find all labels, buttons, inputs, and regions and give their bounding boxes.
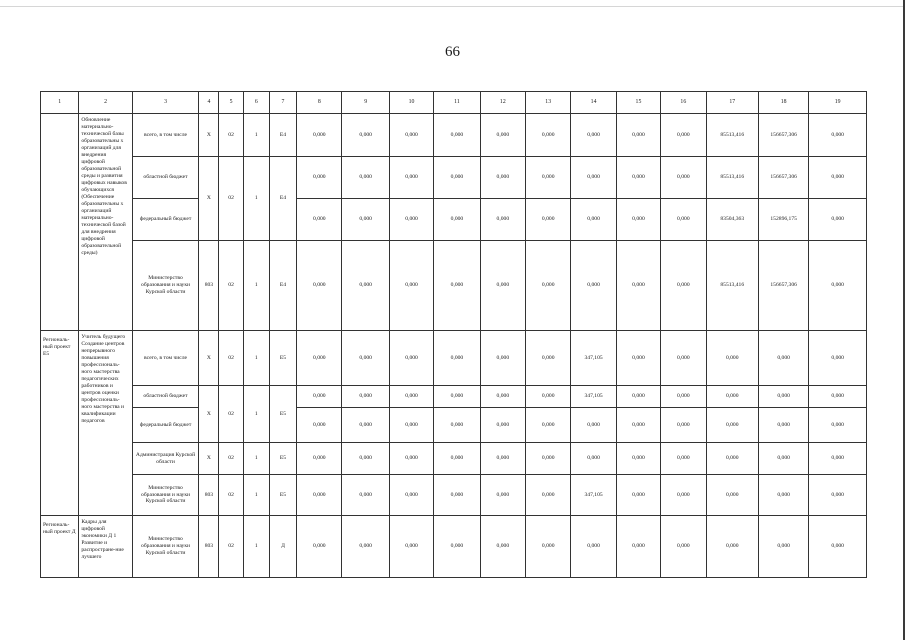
amount-cell: 0,000 bbox=[480, 475, 525, 516]
amount-cell: 0,000 bbox=[297, 516, 342, 578]
amount-cell: 0,000 bbox=[809, 331, 867, 386]
page-top-edge bbox=[0, 6, 905, 7]
table-row bbox=[41, 157, 867, 199]
table-row bbox=[41, 475, 867, 516]
code-cell: 02 bbox=[219, 443, 243, 475]
amount-cell: 0,000 bbox=[480, 408, 525, 443]
amount-cell: 0,000 bbox=[434, 443, 480, 475]
funding-source-cell: областной бюджет bbox=[132, 386, 199, 408]
amount-cell: 0,000 bbox=[297, 475, 342, 516]
amount-cell: 156657,306 bbox=[758, 157, 808, 199]
amount-cell: 0,000 bbox=[389, 199, 433, 241]
amount-cell: 0,000 bbox=[616, 408, 660, 443]
code-cell: Е4 bbox=[269, 114, 296, 157]
amount-cell: 0,000 bbox=[571, 199, 616, 241]
amount-cell: 0,000 bbox=[297, 199, 342, 241]
amount-cell: 0,000 bbox=[706, 331, 758, 386]
amount-cell: 0,000 bbox=[342, 475, 389, 516]
code-cell: Е5 bbox=[269, 331, 296, 386]
column-number-header: 18 bbox=[758, 92, 808, 114]
funding-source-cell: Министерство образования и науки Курской области bbox=[132, 516, 199, 578]
amount-cell: 347,105 bbox=[571, 331, 616, 386]
amount-cell: 0,000 bbox=[616, 386, 660, 408]
amount-cell: 0,000 bbox=[434, 475, 480, 516]
code-cell: 02 bbox=[219, 331, 243, 386]
amount-cell: 0,000 bbox=[342, 331, 389, 386]
code-cell: 02 bbox=[219, 157, 243, 241]
amount-cell: 0,000 bbox=[809, 199, 867, 241]
amount-cell: 0,000 bbox=[480, 443, 525, 475]
amount-cell: 0,000 bbox=[706, 408, 758, 443]
amount-cell: 0,000 bbox=[571, 408, 616, 443]
funding-source-cell: Министерство образования и науки Курской области bbox=[132, 475, 199, 516]
code-cell: 803 bbox=[199, 516, 219, 578]
code-cell: 1 bbox=[243, 331, 269, 386]
amount-cell: 0,000 bbox=[434, 199, 480, 241]
amount-cell: 152896,175 bbox=[758, 199, 808, 241]
amount-cell: 0,000 bbox=[480, 516, 525, 578]
amount-cell: 0,000 bbox=[706, 386, 758, 408]
amount-cell: 0,000 bbox=[571, 114, 616, 157]
amount-cell: 0,000 bbox=[526, 475, 571, 516]
amount-cell: 0,000 bbox=[480, 241, 525, 331]
amount-cell: 0,000 bbox=[434, 516, 480, 578]
column-number-header: 8 bbox=[297, 92, 342, 114]
amount-cell: 0,000 bbox=[342, 114, 389, 157]
amount-cell: 0,000 bbox=[434, 408, 480, 443]
amount-cell: 0,000 bbox=[809, 114, 867, 157]
code-cell: Е4 bbox=[269, 157, 296, 241]
column-number-header: 16 bbox=[661, 92, 706, 114]
amount-cell: 0,000 bbox=[342, 241, 389, 331]
amount-cell: 0,000 bbox=[389, 408, 433, 443]
amount-cell: 0,000 bbox=[616, 241, 660, 331]
amount-cell: 0,000 bbox=[758, 331, 808, 386]
table-row bbox=[41, 199, 867, 241]
amount-cell: 0,000 bbox=[480, 114, 525, 157]
column-number-header: 17 bbox=[706, 92, 758, 114]
amount-cell: 0,000 bbox=[526, 408, 571, 443]
table-row bbox=[41, 443, 867, 475]
amount-cell: 0,000 bbox=[297, 443, 342, 475]
amount-cell: 0,000 bbox=[809, 475, 867, 516]
column-number-header: 6 bbox=[243, 92, 269, 114]
amount-cell: 0,000 bbox=[342, 386, 389, 408]
amount-cell: 0,000 bbox=[389, 443, 433, 475]
amount-cell: 0,000 bbox=[389, 516, 433, 578]
amount-cell: 0,000 bbox=[758, 386, 808, 408]
code-cell: 1 bbox=[243, 386, 269, 443]
column-number-header: 12 bbox=[480, 92, 525, 114]
amount-cell: 0,000 bbox=[706, 475, 758, 516]
code-cell: 02 bbox=[219, 386, 243, 443]
amount-cell: 0,000 bbox=[661, 443, 706, 475]
code-cell: 02 bbox=[219, 475, 243, 516]
project-name-cell: Региональ-ный проект Е5 bbox=[41, 331, 79, 516]
amount-cell: 0,000 bbox=[389, 241, 433, 331]
amount-cell: 85513,416 bbox=[706, 241, 758, 331]
amount-cell: 0,000 bbox=[342, 443, 389, 475]
amount-cell: 0,000 bbox=[434, 386, 480, 408]
column-number-header: 3 bbox=[132, 92, 199, 114]
amount-cell: 156657,306 bbox=[758, 114, 808, 157]
table-row bbox=[41, 331, 867, 386]
amount-cell: 0,000 bbox=[434, 157, 480, 199]
amount-cell: 0,000 bbox=[389, 331, 433, 386]
amount-cell: 0,000 bbox=[389, 114, 433, 157]
funding-source-cell: федеральный бюджет bbox=[132, 408, 199, 443]
code-cell: 1 bbox=[243, 516, 269, 578]
amount-cell: 0,000 bbox=[661, 516, 706, 578]
amount-cell: 0,000 bbox=[389, 475, 433, 516]
amount-cell: 0,000 bbox=[758, 475, 808, 516]
code-cell: 1 bbox=[243, 241, 269, 331]
funding-source-cell: федеральный бюджет bbox=[132, 199, 199, 241]
amount-cell: 0,000 bbox=[706, 443, 758, 475]
amount-cell: 347,105 bbox=[571, 475, 616, 516]
column-number-header: 19 bbox=[809, 92, 867, 114]
column-number-header: 1 bbox=[41, 92, 79, 114]
amount-cell: 85513,416 bbox=[706, 157, 758, 199]
amount-cell: 0,000 bbox=[526, 516, 571, 578]
amount-cell: 0,000 bbox=[571, 157, 616, 199]
column-number-header: 7 bbox=[269, 92, 296, 114]
amount-cell: 0,000 bbox=[616, 199, 660, 241]
amount-cell: 0,000 bbox=[342, 199, 389, 241]
amount-cell: 0,000 bbox=[706, 516, 758, 578]
funding-source-cell: областной бюджет bbox=[132, 157, 199, 199]
amount-cell: 0,000 bbox=[661, 199, 706, 241]
column-number-header: 2 bbox=[79, 92, 132, 114]
column-number-header: 14 bbox=[571, 92, 616, 114]
funding-source-cell: Министерство образования и науки Курской области bbox=[132, 241, 199, 331]
amount-cell: 0,000 bbox=[434, 331, 480, 386]
funding-source-cell: Администрация Курской области bbox=[132, 443, 199, 475]
amount-cell: 0,000 bbox=[809, 241, 867, 331]
table-row bbox=[41, 114, 867, 157]
amount-cell: 0,000 bbox=[616, 157, 660, 199]
code-cell: Д bbox=[269, 516, 296, 578]
code-cell: Х bbox=[199, 443, 219, 475]
code-cell: 1 bbox=[243, 114, 269, 157]
project-name-cell bbox=[41, 114, 79, 331]
code-cell: Е5 bbox=[269, 475, 296, 516]
amount-cell: 156657,306 bbox=[758, 241, 808, 331]
amount-cell: 0,000 bbox=[809, 157, 867, 199]
budget-table bbox=[40, 91, 867, 578]
amount-cell: 0,000 bbox=[809, 408, 867, 443]
table-row bbox=[41, 516, 867, 578]
table-row bbox=[41, 386, 867, 408]
code-cell: Х bbox=[199, 386, 219, 443]
amount-cell: 0,000 bbox=[480, 157, 525, 199]
amount-cell: 0,000 bbox=[661, 157, 706, 199]
column-number-header: 4 bbox=[199, 92, 219, 114]
amount-cell: 0,000 bbox=[342, 408, 389, 443]
amount-cell: 0,000 bbox=[809, 516, 867, 578]
amount-cell: 0,000 bbox=[616, 331, 660, 386]
amount-cell: 0,000 bbox=[616, 475, 660, 516]
funding-source-cell: всего, в том числе bbox=[132, 331, 199, 386]
amount-cell: 0,000 bbox=[480, 386, 525, 408]
column-number-header: 10 bbox=[389, 92, 433, 114]
amount-cell: 0,000 bbox=[342, 516, 389, 578]
page-number: 66 bbox=[445, 44, 460, 60]
code-cell: Х bbox=[199, 157, 219, 241]
amount-cell: 0,000 bbox=[758, 516, 808, 578]
code-cell: 02 bbox=[219, 114, 243, 157]
column-number-header: 5 bbox=[219, 92, 243, 114]
amount-cell: 0,000 bbox=[661, 386, 706, 408]
code-cell: Х bbox=[199, 331, 219, 386]
amount-cell: 0,000 bbox=[661, 475, 706, 516]
amount-cell: 0,000 bbox=[616, 443, 660, 475]
amount-cell: 0,000 bbox=[661, 241, 706, 331]
column-number-header: 11 bbox=[434, 92, 480, 114]
header-row bbox=[41, 92, 867, 114]
amount-cell: 0,000 bbox=[389, 157, 433, 199]
amount-cell: 0,000 bbox=[571, 516, 616, 578]
amount-cell: 0,000 bbox=[661, 408, 706, 443]
project-name-cell: Региональ-ный проект Д bbox=[41, 516, 79, 578]
amount-cell: 0,000 bbox=[809, 386, 867, 408]
code-cell: 02 bbox=[219, 516, 243, 578]
activity-name-cell: Кадры для цифровой экономики Д 1 Развитие и распростране-ние лучшего bbox=[79, 516, 132, 578]
code-cell: 1 bbox=[243, 475, 269, 516]
code-cell: 803 bbox=[199, 475, 219, 516]
code-cell: Х bbox=[199, 114, 219, 157]
code-cell: 02 bbox=[219, 241, 243, 331]
code-cell: Е4 bbox=[269, 241, 296, 331]
amount-cell: 0,000 bbox=[526, 157, 571, 199]
activity-name-cell: Учитель будущего Создание центров непрерывного повышения профессиональ-ного мастерства педагогических работников и центров оценки профессиональ-ного мастерства и квалификации педагогов bbox=[79, 331, 132, 516]
amount-cell: 0,000 bbox=[480, 331, 525, 386]
amount-cell: 0,000 bbox=[297, 157, 342, 199]
amount-cell: 0,000 bbox=[297, 408, 342, 443]
amount-cell: 0,000 bbox=[434, 114, 480, 157]
amount-cell: 0,000 bbox=[526, 241, 571, 331]
amount-cell: 0,000 bbox=[758, 408, 808, 443]
amount-cell: 83504,363 bbox=[706, 199, 758, 241]
amount-cell: 0,000 bbox=[758, 443, 808, 475]
amount-cell: 0,000 bbox=[480, 199, 525, 241]
amount-cell: 0,000 bbox=[389, 386, 433, 408]
code-cell: Е5 bbox=[269, 443, 296, 475]
amount-cell: 0,000 bbox=[434, 241, 480, 331]
code-cell: 803 bbox=[199, 241, 219, 331]
amount-cell: 0,000 bbox=[571, 241, 616, 331]
amount-cell: 0,000 bbox=[809, 443, 867, 475]
amount-cell: 0,000 bbox=[342, 157, 389, 199]
amount-cell: 0,000 bbox=[526, 443, 571, 475]
amount-cell: 0,000 bbox=[616, 114, 660, 157]
code-cell: 1 bbox=[243, 157, 269, 241]
amount-cell: 0,000 bbox=[526, 386, 571, 408]
table-row bbox=[41, 408, 867, 443]
column-number-header: 15 bbox=[616, 92, 660, 114]
column-number-header: 9 bbox=[342, 92, 389, 114]
amount-cell: 347,105 bbox=[571, 386, 616, 408]
amount-cell: 0,000 bbox=[571, 443, 616, 475]
activity-name-cell: Обновление материально-технической базы образовательны х организаций для внедрения цифровой образовательной среды и развития цифровых навыков обучающихся (Обеспечение образовательны х организаций материально-технической базой для внедрения цифровой образовательной среды) bbox=[79, 114, 132, 331]
amount-cell: 0,000 bbox=[297, 241, 342, 331]
code-cell: 1 bbox=[243, 443, 269, 475]
amount-cell: 85513,416 bbox=[706, 114, 758, 157]
amount-cell: 0,000 bbox=[661, 114, 706, 157]
amount-cell: 0,000 bbox=[526, 331, 571, 386]
amount-cell: 0,000 bbox=[297, 386, 342, 408]
table-row bbox=[41, 241, 867, 331]
amount-cell: 0,000 bbox=[616, 516, 660, 578]
amount-cell: 0,000 bbox=[526, 114, 571, 157]
code-cell: Е5 bbox=[269, 386, 296, 443]
amount-cell: 0,000 bbox=[526, 199, 571, 241]
amount-cell: 0,000 bbox=[661, 331, 706, 386]
funding-source-cell: всего, в том числе bbox=[132, 114, 199, 157]
amount-cell: 0,000 bbox=[297, 114, 342, 157]
column-number-header: 13 bbox=[526, 92, 571, 114]
amount-cell: 0,000 bbox=[297, 331, 342, 386]
